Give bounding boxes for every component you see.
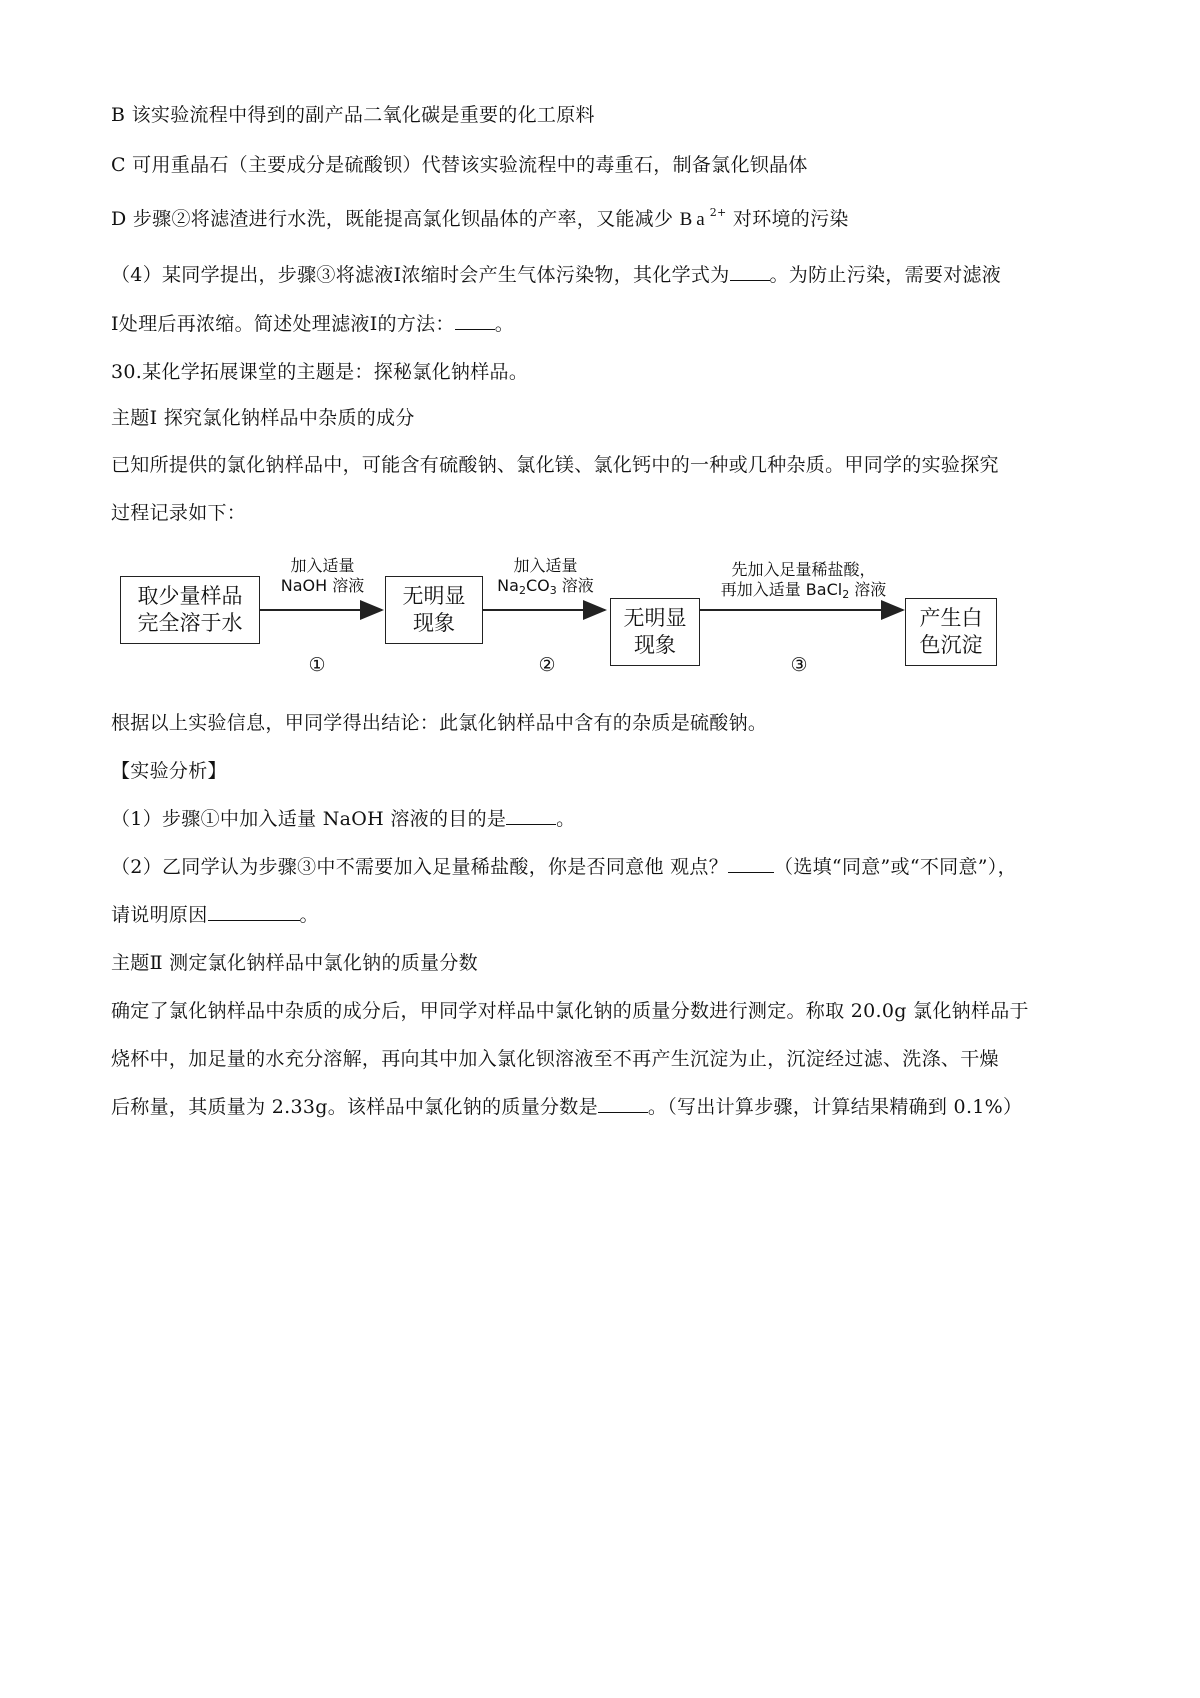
bacl-subscript: 2 <box>842 588 850 601</box>
box3-line2: 现象 <box>634 633 676 657</box>
analysis-question-1-text: （1）步骤①中加入适量 NaOH 溶液的目的是 <box>111 808 507 830</box>
analysis-question-1 <box>111 806 575 832</box>
analysis-heading: 【实验分析】 <box>111 760 227 782</box>
arrow-3-label-line2 <box>706 580 901 605</box>
bacl-text: 再加入适量 BaCl <box>720 580 843 599</box>
box4-line2: 色沉淀 <box>919 633 983 657</box>
box1-line1: 取少量样品 <box>137 584 243 608</box>
answer-blank-agree[interactable] <box>728 854 774 873</box>
question-4-text-b: 。为防止污染，需要对滤液 <box>769 264 1002 286</box>
theme-2-line3-end: 。（写出计算步骤，计算结果精确到 0.1%） <box>647 1096 1023 1118</box>
analysis-question-2-line2 <box>111 902 319 928</box>
barium-charge: 2+ <box>709 206 727 219</box>
answer-blank-purpose[interactable] <box>506 806 556 825</box>
theme-2-line1: 确定了氯化钠样品中杂质的成分后，甲同学对样品中氯化钠的质量分数进行测定。称取 20.0g 氯化钠样品于 <box>111 1000 1029 1022</box>
box-dissolve-sample <box>120 576 260 644</box>
option-d-prefix: D 步骤②将滤渣进行水洗，既能提高氯化钡晶体的产率，又能减少 <box>111 208 674 230</box>
analysis-question-2-end: 。 <box>299 904 319 926</box>
arrow-1-label <box>270 556 375 596</box>
box-no-phenomenon-2 <box>610 598 700 666</box>
box1-line2: 完全溶于水 <box>137 611 243 635</box>
theme-2-line3 <box>111 1094 1022 1120</box>
analysis-question-2-options: （选填“同意”或“不同意”）， <box>774 856 1017 878</box>
box3-line1: 无明显 <box>623 606 687 630</box>
step-3-label: ③ <box>790 654 808 676</box>
conclusion: 根据以上实验信息，甲同学得出结论：此氯化钠样品中含有的杂质是硫酸钠。 <box>111 712 768 734</box>
theme-2-line2: 烧杯中，加足量的水充分溶解，再向其中加入氯化钡溶液至不再产生沉淀为止，沉淀经过滤、洗涤、干燥 <box>111 1048 999 1070</box>
co-subscript: 3 <box>549 584 557 597</box>
answer-blank-reason[interactable] <box>208 902 300 921</box>
analysis-question-2-line1 <box>111 854 1017 880</box>
arrow-2-label-line2 <box>488 576 603 601</box>
box4-line1: 产生白 <box>919 606 983 630</box>
theme-1-title: 主题Ⅰ 探究氯化钠样品中杂质的成分 <box>111 407 415 429</box>
box-no-phenomenon-1 <box>385 576 483 644</box>
analysis-question-2-text: （2）乙同学认为步骤③中不需要加入足量稀盐酸，你是否同意他 观点？ <box>111 856 729 878</box>
question-4-text-a: （4）某同学提出，步骤③将滤液Ⅰ浓缩时会产生气体污染物，其化学式为 <box>111 264 730 286</box>
question-4-line1 <box>111 262 1001 288</box>
co-text: CO <box>525 576 550 595</box>
step-2-label: ② <box>538 654 556 676</box>
question-4-text-d: 。 <box>494 313 515 335</box>
box2-line2: 现象 <box>413 611 455 635</box>
option-d-suffix: 对环境的污染 <box>732 208 849 230</box>
theme-1-paragraph-line1: 已知所提供的氯化钠样品中，可能含有硫酸钠、氯化镁、氯化钙中的一种或几种杂质。甲同学的实验探究 <box>111 454 999 476</box>
option-c: C 可用重晶石（主要成分是硫酸钡）代替该实验流程中的毒重石，制备氯化钡晶体 <box>111 154 808 176</box>
box2-line1: 无明显 <box>402 584 466 608</box>
option-b: B 该实验流程中得到的副产品二氧化碳是重要的化工原料 <box>111 104 595 126</box>
arrow-3-label <box>706 560 901 605</box>
arrow-3-label-line1: 先加入足量稀盐酸， <box>731 560 876 579</box>
box-white-precipitate <box>905 598 997 666</box>
arrow-1-label-line2: NaOH 溶液 <box>280 576 365 595</box>
theme-2-line3-text: 后称量，其质量为 2.33g。该样品中氯化钠的质量分数是 <box>111 1096 598 1118</box>
theme-2-title: 主题Ⅱ 测定氯化钠样品中氯化钠的质量分数 <box>111 952 478 974</box>
arrow-2-label <box>488 556 603 601</box>
question-30-title: 30.某化学拓展课堂的主题是：探秘氯化钠样品。 <box>111 361 529 383</box>
option-d <box>111 206 849 235</box>
step-1-label: ① <box>308 654 326 676</box>
answer-blank-mass-fraction[interactable] <box>598 1094 648 1113</box>
arrow-2-label-line1: 加入适量 <box>513 556 578 575</box>
analysis-question-2-reason: 请说明原因 <box>111 904 208 926</box>
question-4-text-c: Ⅰ处理后再浓缩。简述处理滤液Ⅰ的方法： <box>111 313 455 335</box>
barium-ion: Ba <box>679 209 709 230</box>
solution-text: 溶液 <box>556 576 594 595</box>
bacl-solution-text: 溶液 <box>849 580 887 599</box>
na-text: Na <box>497 576 519 595</box>
question-4-line2 <box>111 311 514 337</box>
answer-blank-formula[interactable] <box>730 262 770 281</box>
theme-1-paragraph-line2: 过程记录如下： <box>111 502 247 524</box>
na-subscript: 2 <box>518 584 526 597</box>
arrow-1-label-line1: 加入适量 <box>290 556 355 575</box>
answer-blank-method[interactable] <box>455 311 495 330</box>
analysis-question-1-end: 。 <box>556 808 576 830</box>
